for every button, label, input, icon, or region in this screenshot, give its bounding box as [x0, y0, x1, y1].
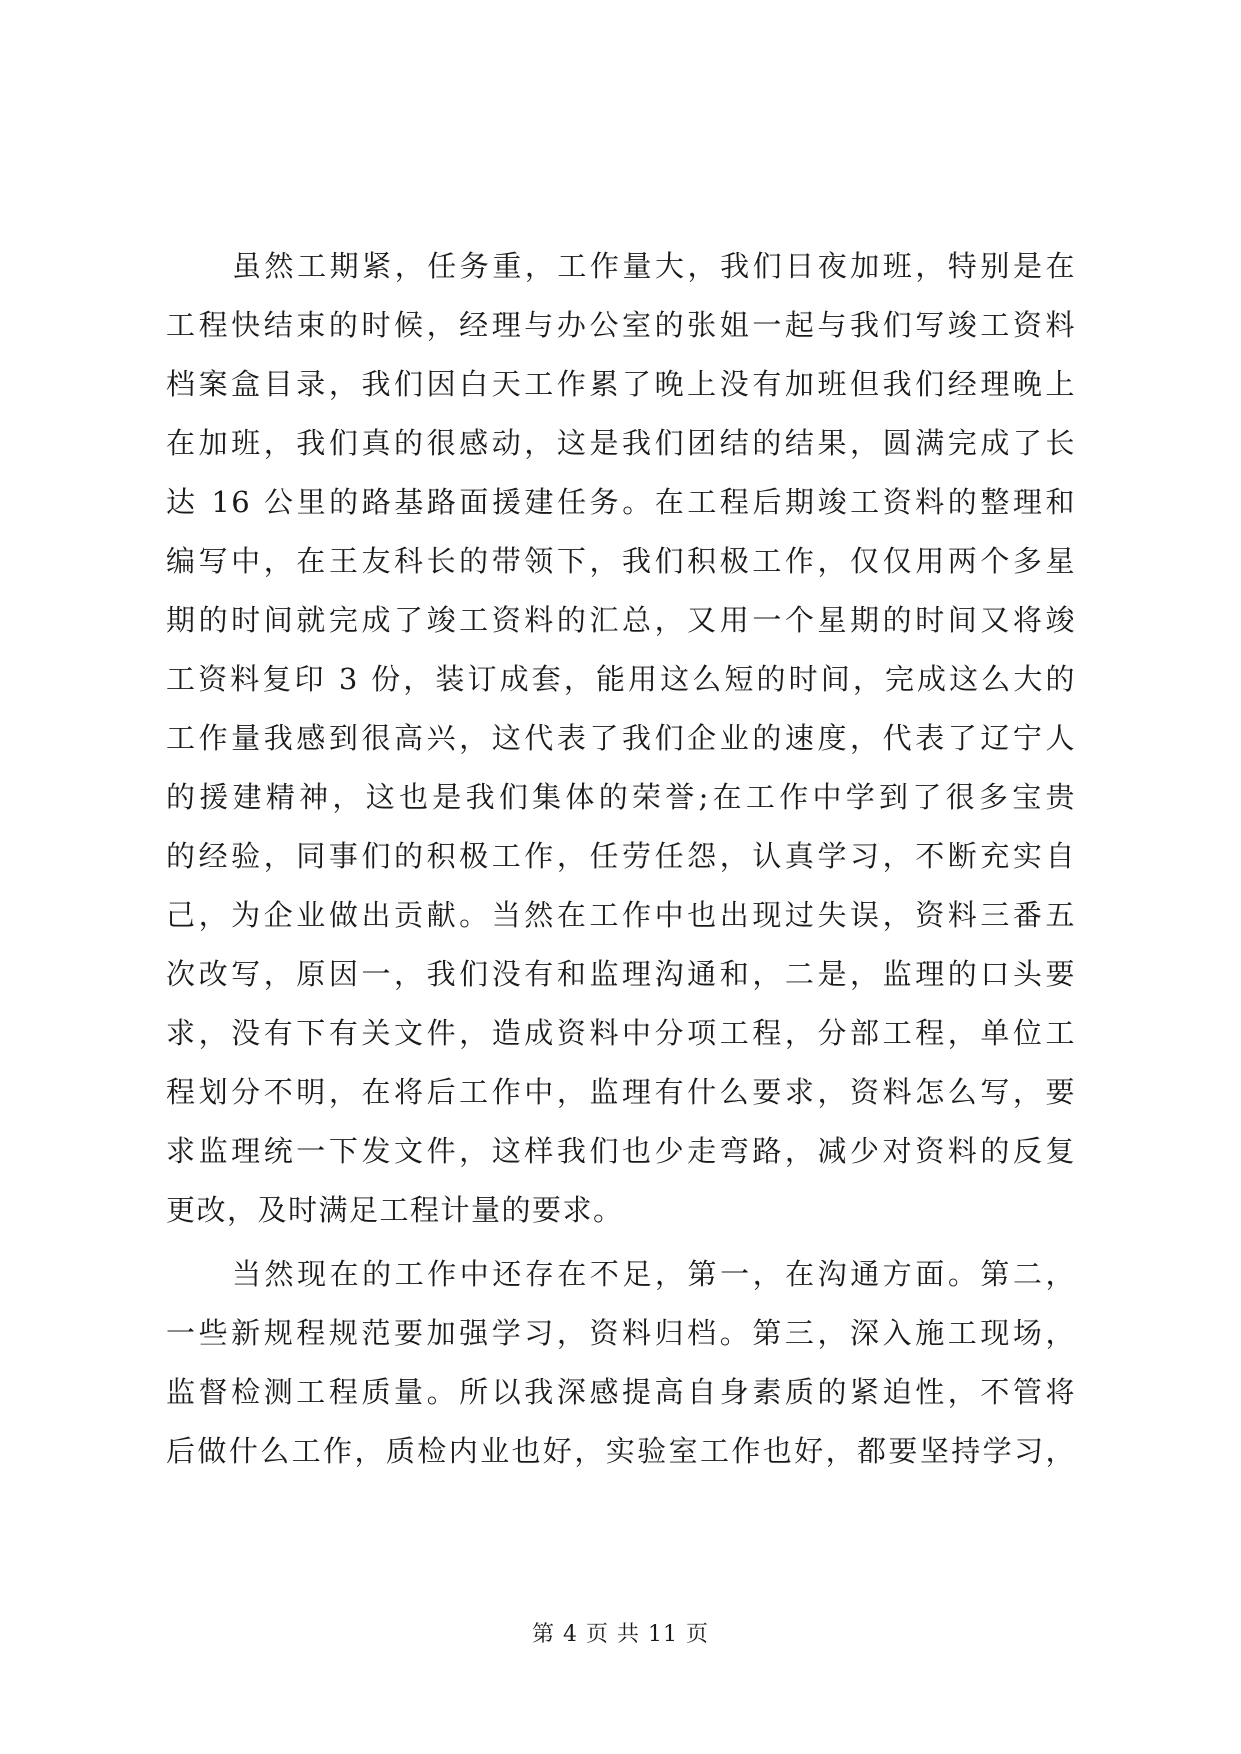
document-body [166, 237, 1076, 1481]
text-line: 虽然工期紧，任务重，工作量大，我们日夜加班，特别是在 [232, 249, 1076, 283]
text-line: 一些新规程规范要加强学习，资料归档。第三，深入施工现场， [166, 1316, 1076, 1350]
text-line: 后做什么工作，质检内业也好，实验室工作也好，都要坚持学习， [166, 1434, 1076, 1468]
text-line: 的经验，同事们的积极工作，任劳任怨，认真学习，不断充实自 [166, 839, 1076, 873]
text-line: 程划分不明，在将后工作中，监理有什么要求，资料怎么写，要 [166, 1075, 1076, 1109]
text-line: 达 16 公里的路基路面援建任务。在工程后期竣工资料的整理和 [166, 485, 1076, 519]
page-number-footer: 第 4 页 共 11 页 [532, 1622, 709, 1647]
text-line: 求，没有下有关文件，造成资料中分项工程，分部工程，单位工 [166, 1016, 1076, 1050]
text-line: 的援建精神，这也是我们集体的荣誉;在工作中学到了很多宝贵 [166, 780, 1076, 814]
text-line: 工程快结束的时候，经理与办公室的张姐一起与我们写竣工资料 [166, 308, 1076, 342]
text-line: 求监理统一下发文件，这样我们也少走弯路，减少对资料的反复 [166, 1134, 1076, 1168]
text-line: 工资料复印 3 份，装订成套，能用这么短的时间，完成这么大的 [166, 662, 1076, 696]
text-line: 编写中，在王友科长的带领下，我们积极工作，仅仅用两个多星 [166, 544, 1076, 578]
text-line: 期的时间就完成了竣工资料的汇总，又用一个星期的时间又将竣 [166, 603, 1076, 637]
text-line: 次改写，原因一，我们没有和监理沟通和，二是，监理的口头要 [166, 957, 1076, 991]
text-line: 监督检测工程质量。所以我深感提高自身素质的紧迫性，不管将 [166, 1375, 1076, 1409]
text-line: 在加班，我们真的很感动，这是我们团结的结果，圆满完成了长 [166, 426, 1076, 460]
text-line: 档案盒目录，我们因白天工作累了晚上没有加班但我们经理晚上 [166, 367, 1076, 401]
text-line: 当然现在的工作中还存在不足，第一，在沟通方面。第二， [232, 1257, 1076, 1291]
text-line: 工作量我感到很高兴，这代表了我们企业的速度，代表了辽宁人 [166, 721, 1076, 755]
text-line: 更改，及时满足工程计量的要求。 [166, 1193, 624, 1227]
paragraph-1 [166, 237, 1076, 1240]
paragraph-2 [166, 1245, 1076, 1481]
text-line: 己，为企业做出贡献。当然在工作中也出现过失误，资料三番五 [166, 898, 1076, 932]
